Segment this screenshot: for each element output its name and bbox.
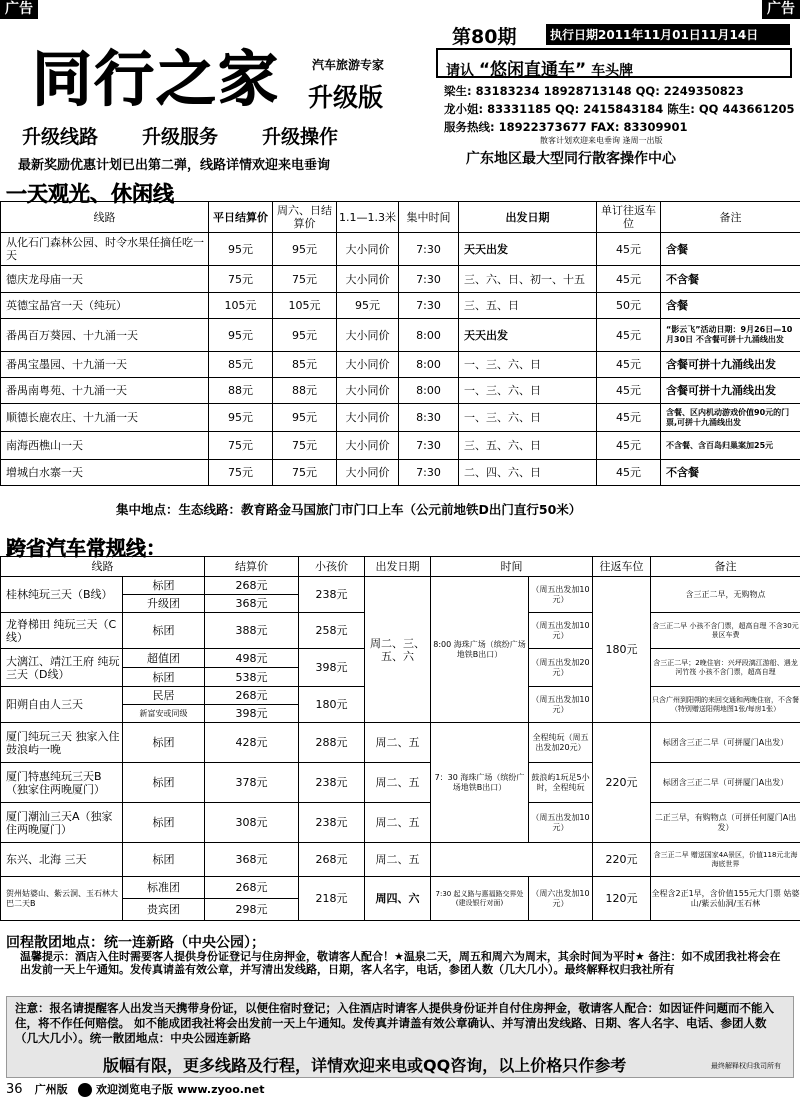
table-row [1, 319, 800, 352]
price: 308元 [205, 803, 299, 843]
note: 二正三早，有购物点（可拼任何厦门A出发） [651, 803, 800, 843]
brand-edition: 升级版 [308, 83, 384, 112]
price: 398元 [205, 705, 299, 723]
weekday-price: 75元 [209, 266, 273, 293]
weekend-price: 95元 [273, 319, 337, 352]
seat-price: 45元 [597, 266, 661, 293]
extra: （周五出发加10元） [529, 687, 593, 723]
extra-empty [431, 843, 593, 877]
table-row [1, 266, 800, 293]
price: 388元 [205, 613, 299, 649]
route: 英德宝晶宫一天（纯玩） [1, 293, 209, 319]
weekday-price: 95元 [209, 319, 273, 352]
weekend-price: 85元 [273, 352, 337, 378]
col-price: 结算价 [205, 557, 299, 577]
route: 贺州姑婆山、紫云洞、玉石林大巴二天B [1, 877, 123, 921]
seat-price: 45元 [597, 352, 661, 378]
seat-price: 45元 [597, 404, 661, 432]
note: 全程含2正1早，含价值155元大门票 姑婆山/紫云仙洞/玉石林 [651, 877, 800, 921]
child-price: 大小同价 [337, 352, 399, 378]
section-cross-province-title: 跨省汽车常规线： [6, 536, 166, 560]
route: 厦门特惠纯玩三天B（独家住两晚厦门） [1, 763, 123, 803]
time: 8:00 海珠广场（缤纷广场地铁B出口） [431, 577, 529, 723]
seat: 120元 [593, 877, 651, 921]
brand-logo: 同行之家 [32, 45, 280, 115]
contact-list [444, 82, 794, 136]
route: 番禺百万葵园、十九涌一天 [1, 319, 209, 352]
table-row [1, 803, 800, 843]
notes: 含餐 [661, 293, 800, 319]
price: 268元 [205, 687, 299, 705]
days: 周二、五 [365, 723, 431, 763]
weekend-price: 75元 [273, 432, 337, 460]
col-departure: 出发日期 [459, 202, 597, 233]
col-time: 集中时间 [399, 202, 459, 233]
departure-days: 三、六、日、初一、十五 [459, 266, 597, 293]
child-price: 238元 [299, 577, 365, 613]
days: 周二、三、五、六 [365, 577, 431, 723]
seat-price: 50元 [597, 293, 661, 319]
group-type: 贵宾团 [123, 899, 205, 921]
col-route: 线路 [1, 557, 205, 577]
weekday-price: 75元 [209, 460, 273, 486]
contact-small-note: 散客计划欢迎来电垂询 逢周一出版 [540, 136, 663, 145]
extra: （周五出发加10元） [529, 613, 593, 649]
col-days: 出发日期 [365, 557, 431, 577]
child-price: 398元 [299, 649, 365, 687]
slogan-2: 升级服务 [142, 126, 219, 148]
price: 368元 [205, 595, 299, 613]
child-price: 大小同价 [337, 378, 399, 404]
table-row [1, 404, 800, 432]
extra: （周五出发加10元） [529, 803, 593, 843]
page-number: 36 [6, 1082, 23, 1097]
note: 含三正二早 小孩不含门票，超高自理 不含30元景区车费 [651, 613, 800, 649]
footer-note: 注意：报名请提醒客人出发当天携带身份证，以便住宿时登记；入住酒店时请客人提供身份证并自付住房押金，敬请客人配合：如因证件问题而不能入住，将不作任何赔偿。 如不能成团我社将会出发前一天上午通知。发传真并请盖有效公章确认、并写清出发线路、日期、客人名字、电话、参团人数（几大几小）。统一散团地点：中央公园连新路 [15, 1001, 774, 1045]
warm-tips: 温馨提示：酒店入住时需要客人提供身份证登记与住房押金，敬请客人配合！★温泉二天，周五和周六为周末，其余时间为平时★ 备注：如不成团我社将会在出发前一天上午通知。发传真请盖有效公章，并写清出发线路，日期，客人名字，电话，参团人数（几大几小）。最终解释权归我社所有 [20, 950, 781, 976]
note: 含三正二早 赠送国家4A景区，价值118元北海海底世界 [651, 843, 800, 877]
group-type: 标团 [123, 803, 205, 843]
weekend-price: 75元 [273, 460, 337, 486]
route: 南海西樵山一天 [1, 432, 209, 460]
notes: 不含餐 [661, 460, 800, 486]
return-point: 回程散团地点：统一连新路（中央公园）； [6, 935, 265, 951]
gather-time: 8:00 [399, 378, 459, 404]
table-header-row [1, 557, 800, 577]
contact-line-2: 龙小姐: 83331185 QQ: 2415843184 陈生: QQ 443661205 [444, 102, 795, 116]
route: 番禺宝墨园、十九涌一天 [1, 352, 209, 378]
seat-price: 45元 [597, 432, 661, 460]
departure-days: 一、三、六、日 [459, 404, 597, 432]
cross-province-table [0, 556, 800, 921]
weekday-price: 105元 [209, 293, 273, 319]
brand-line: “悠闲直通车” [478, 60, 587, 80]
table-row [1, 577, 800, 595]
child-price: 大小同价 [337, 233, 399, 266]
ad-tag-left: 广告 [0, 0, 38, 19]
child-price: 238元 [299, 763, 365, 803]
brand-line-post: 车头牌 [591, 63, 634, 79]
contact-line-1: 梁生: 83183234 18928713148 QQ: 2249350823 [444, 84, 744, 98]
table-row [1, 352, 800, 378]
gather-time: 7:30 [399, 293, 459, 319]
route: 厦门潮汕三天A（独家住两晚厦门） [1, 803, 123, 843]
col-route: 线路 [1, 202, 209, 233]
table-row [1, 843, 800, 877]
gather-time: 7:30 [399, 432, 459, 460]
site-link[interactable]: www.zyoo.net [177, 1083, 265, 1096]
col-notes: 备注 [661, 202, 800, 233]
extra: 全程纯玩（周五出发加20元） [529, 723, 593, 763]
slogan-3: 升级操作 [262, 126, 339, 148]
group-type: 标团 [123, 763, 205, 803]
brand-line-pre: 请认 [446, 63, 474, 79]
footer-box [6, 996, 794, 1078]
days: 周二、五 [365, 803, 431, 843]
route: 阳朔自由人三天 [1, 687, 123, 723]
extra: （周六出发加10元） [529, 877, 593, 921]
ad-tag-right: 广告 [762, 0, 800, 19]
col-seat: 往返车位 [593, 557, 651, 577]
weekend-price: 88元 [273, 378, 337, 404]
table-header-row [1, 202, 800, 233]
price: 428元 [205, 723, 299, 763]
days: 周二、五 [365, 763, 431, 803]
child-price: 95元 [337, 293, 399, 319]
footer-disclaimer: 最终解释权归我司所有 [711, 1062, 781, 1070]
days: 周二、五 [365, 843, 431, 877]
table-row [1, 233, 800, 266]
child-price: 大小同价 [337, 266, 399, 293]
child-price: 大小同价 [337, 460, 399, 486]
brand-line-box [436, 48, 792, 78]
weekday-price: 75元 [209, 432, 273, 460]
route: 东兴、北海 三天 [1, 843, 123, 877]
center-name: 广东地区最大型同行散客操作中心 [466, 151, 676, 167]
weekend-price: 75元 [273, 266, 337, 293]
departure-days: 一、三、六、日 [459, 352, 597, 378]
notes: 含餐 [661, 233, 800, 266]
time: 7:30 起义路与惠福路交界处(建设银行对面) [431, 877, 529, 921]
child-price: 大小同价 [337, 404, 399, 432]
gather-time: 7:30 [399, 266, 459, 293]
table-row [1, 378, 800, 404]
route: 顺德长鹿农庄、十九涌一天 [1, 404, 209, 432]
assembly-point: 集中地点：生态线路：教育路金马国旅门市门口上车（公元前地铁D出门直行50米） [116, 502, 582, 517]
price: 538元 [205, 668, 299, 687]
col-child: 小孩价 [299, 557, 365, 577]
table-row [1, 763, 800, 803]
edition-label: 广州版 [34, 1083, 68, 1096]
group-type: 标团 [123, 577, 205, 595]
child-price: 288元 [299, 723, 365, 763]
route: 桂林纯玩三天（B线） [1, 577, 123, 613]
notes: 含餐可拼十九涌线出发 [661, 378, 800, 404]
weekend-price: 95元 [273, 233, 337, 266]
note: 标团含三正二早（可拼厦门A出发） [651, 763, 800, 803]
contact-line-3: 服务热线: 18922373677 FAX: 83309901 [444, 120, 688, 134]
group-type: 标团 [123, 668, 205, 687]
seat: 180元 [593, 577, 651, 723]
group-type: 民居 [123, 687, 205, 705]
group-type: 标团 [123, 843, 205, 877]
site-label: 欢迎浏览电子版 [95, 1083, 173, 1096]
issue-number: 第80期 [452, 26, 517, 48]
price: 368元 [205, 843, 299, 877]
group-type: 标团 [123, 613, 205, 649]
col-notes: 备注 [651, 557, 800, 577]
price: 378元 [205, 763, 299, 803]
note: 只含广州到阳朔的来回交通和两晚住宿，不含餐（特别赠送阳朔地图1张/每房1张） [651, 687, 800, 723]
logo-icon [78, 1083, 92, 1097]
group-type: 升级团 [123, 595, 205, 613]
child-price: 大小同价 [337, 432, 399, 460]
page-footer [6, 1081, 265, 1097]
col-child-height: 1.1—1.3米 [337, 202, 399, 233]
departure-days: 三、五、日 [459, 293, 597, 319]
weekend-price: 105元 [273, 293, 337, 319]
table-row [1, 432, 800, 460]
notes: “影云飞”活动日期：9月26日—10月30日 不含餐可拼十九涌线出发 [661, 319, 800, 352]
table-row [1, 877, 800, 899]
group-type: 标团 [123, 723, 205, 763]
gather-time: 7:30 [399, 460, 459, 486]
execution-dates: 执行日期2011年11月01日11月14日 [546, 24, 790, 45]
departure-days: 一、三、六、日 [459, 378, 597, 404]
notes: 含餐可拼十九涌线出发 [661, 352, 800, 378]
weekday-price: 95元 [209, 404, 273, 432]
notes: 含餐、区内机动游戏价值90元的门票,可拼十九涌线出发 [661, 404, 800, 432]
note: 含三正二早，无购物点 [651, 577, 800, 613]
weekend-price: 95元 [273, 404, 337, 432]
child-price: 268元 [299, 843, 365, 877]
departure-days: 天天出发 [459, 319, 597, 352]
note: 含三正二早；2晚住宿：兴坪段漓江游船、遇龙河竹筏 小孩不含门票，超高自理 [651, 649, 800, 687]
departure-days: 天天出发 [459, 233, 597, 266]
brand-slogans [22, 122, 382, 149]
footer-headline: 版幅有限，更多线路及行程，详情欢迎来电或QQ咨询，以上价格只作参考 [103, 1056, 627, 1075]
promo-text: 最新奖励优惠计划已出第二弹，线路详情欢迎来电垂询 [18, 158, 331, 173]
time: 7：30 海珠广场（缤纷广场地铁B出口） [431, 723, 529, 843]
route: 龙脊梯田 纯玩三天（C线） [1, 613, 123, 649]
days: 周四、六 [365, 877, 431, 921]
col-time: 时间 [431, 557, 593, 577]
notes: 不含餐、含百岛归巢案加25元 [661, 432, 800, 460]
departure-days: 二、四、六、日 [459, 460, 597, 486]
gather-time: 8:00 [399, 319, 459, 352]
section-day-trips-title: 一天观光、休闲线 [6, 182, 174, 206]
brand-tagline: 汽车旅游专家 [312, 58, 385, 72]
group-type: 新富安或同级 [123, 705, 205, 723]
day-trips-table [0, 201, 800, 486]
price: 298元 [205, 899, 299, 921]
child-price: 258元 [299, 613, 365, 649]
price: 268元 [205, 577, 299, 595]
price: 268元 [205, 877, 299, 899]
route: 从化石门森林公园、时令水果任摘任吃一天 [1, 233, 209, 266]
child-price: 218元 [299, 877, 365, 921]
seat-price: 45元 [597, 460, 661, 486]
group-type: 超值团 [123, 649, 205, 668]
extra: （周五出发加20元） [529, 649, 593, 687]
route: 厦门纯玩三天 独家入住鼓浪屿一晚 [1, 723, 123, 763]
departure-days: 三、五、六、日 [459, 432, 597, 460]
gather-time: 8:30 [399, 404, 459, 432]
seat-price: 45元 [597, 378, 661, 404]
col-weekday-price: 平日结算价 [209, 202, 273, 233]
child-price: 大小同价 [337, 319, 399, 352]
child-price: 238元 [299, 803, 365, 843]
slogan-1: 升级线路 [22, 126, 99, 148]
weekday-price: 85元 [209, 352, 273, 378]
route: 番禺南粤苑、十九涌一天 [1, 378, 209, 404]
col-weekend-price: 周六、日结算价 [273, 202, 337, 233]
seat-price: 45元 [597, 319, 661, 352]
gather-time: 8:00 [399, 352, 459, 378]
extra: （周五出发加10元） [529, 577, 593, 613]
group-type: 标准团 [123, 877, 205, 899]
table-row [1, 293, 800, 319]
route: 增城白水寨一天 [1, 460, 209, 486]
notes: 不含餐 [661, 266, 800, 293]
child-price: 180元 [299, 687, 365, 723]
seat-price: 45元 [597, 233, 661, 266]
note: 标团含三正二早（可拼厦门A出发） [651, 723, 800, 763]
weekday-price: 88元 [209, 378, 273, 404]
col-seat: 单订往返车位 [597, 202, 661, 233]
table-row [1, 460, 800, 486]
weekday-price: 95元 [209, 233, 273, 266]
table-row [1, 723, 800, 763]
route: 德庆龙母庙一天 [1, 266, 209, 293]
gather-time: 7:30 [399, 233, 459, 266]
route: 大漓江、靖江王府 纯玩三天（D线） [1, 649, 123, 687]
extra: 鼓浪屿1玩足5小时，全程纯玩 [529, 763, 593, 803]
price: 498元 [205, 649, 299, 668]
seat: 220元 [593, 843, 651, 877]
seat: 220元 [593, 723, 651, 843]
